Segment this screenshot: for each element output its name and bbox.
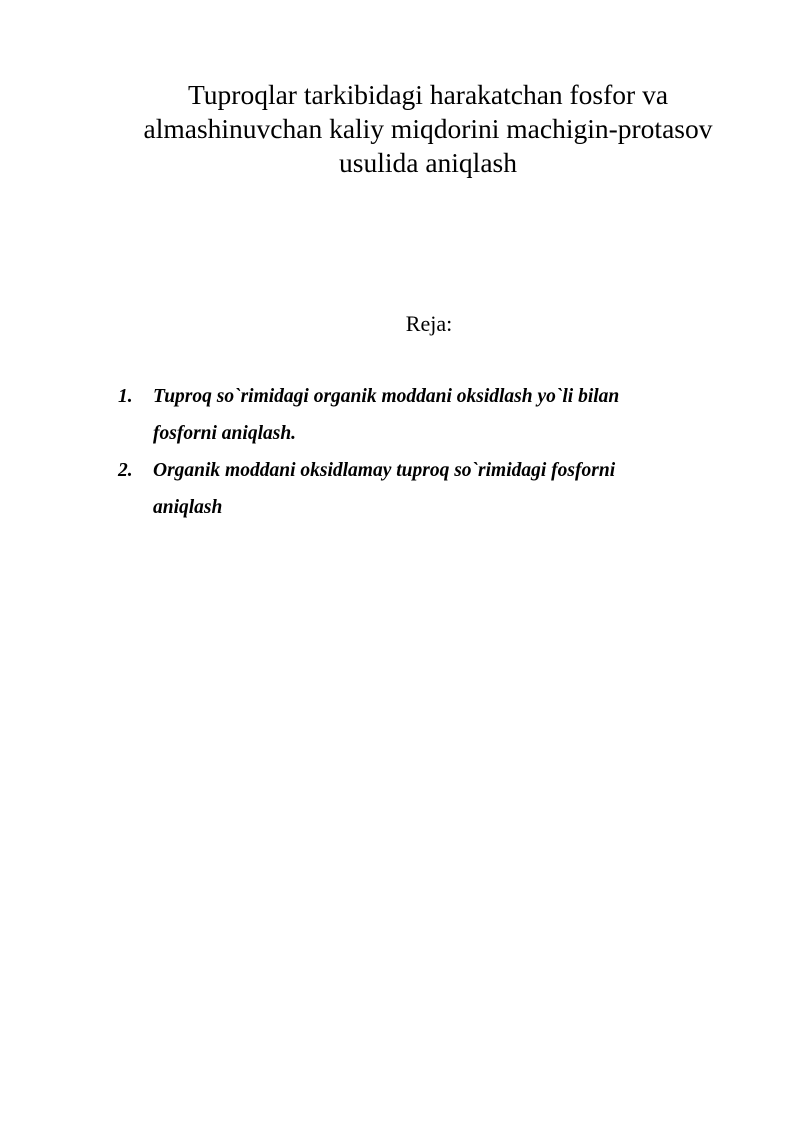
plan-item-number: 2. <box>118 460 133 481</box>
title-line: Tuproqlar tarkibidagi harakatchan fosfor va <box>187 79 669 110</box>
document-title <box>100 78 756 180</box>
title-line: usulida aniqlash <box>339 147 517 178</box>
plan-item-text <box>153 378 713 452</box>
plan-item-line: Tuproq so`rimidagi organik moddani oksidlash yo`li bilan <box>153 386 620 407</box>
plan-item-line: fosforni aniqlash. <box>153 423 297 444</box>
plan-item <box>0 452 800 526</box>
plan-list <box>0 378 800 526</box>
plan-item-text <box>153 452 713 526</box>
plan-item-line: Organik moddani oksidlamay tuproq so`rimidagi fosforni <box>153 460 616 481</box>
title-line: almashinuvchan kaliy miqdorini machigin-protasov <box>143 113 713 144</box>
plan-item-line: aniqlash <box>153 497 223 518</box>
plan-heading: Reja: <box>405 311 453 336</box>
plan-item-number: 1. <box>118 386 133 407</box>
plan-item <box>0 378 800 452</box>
